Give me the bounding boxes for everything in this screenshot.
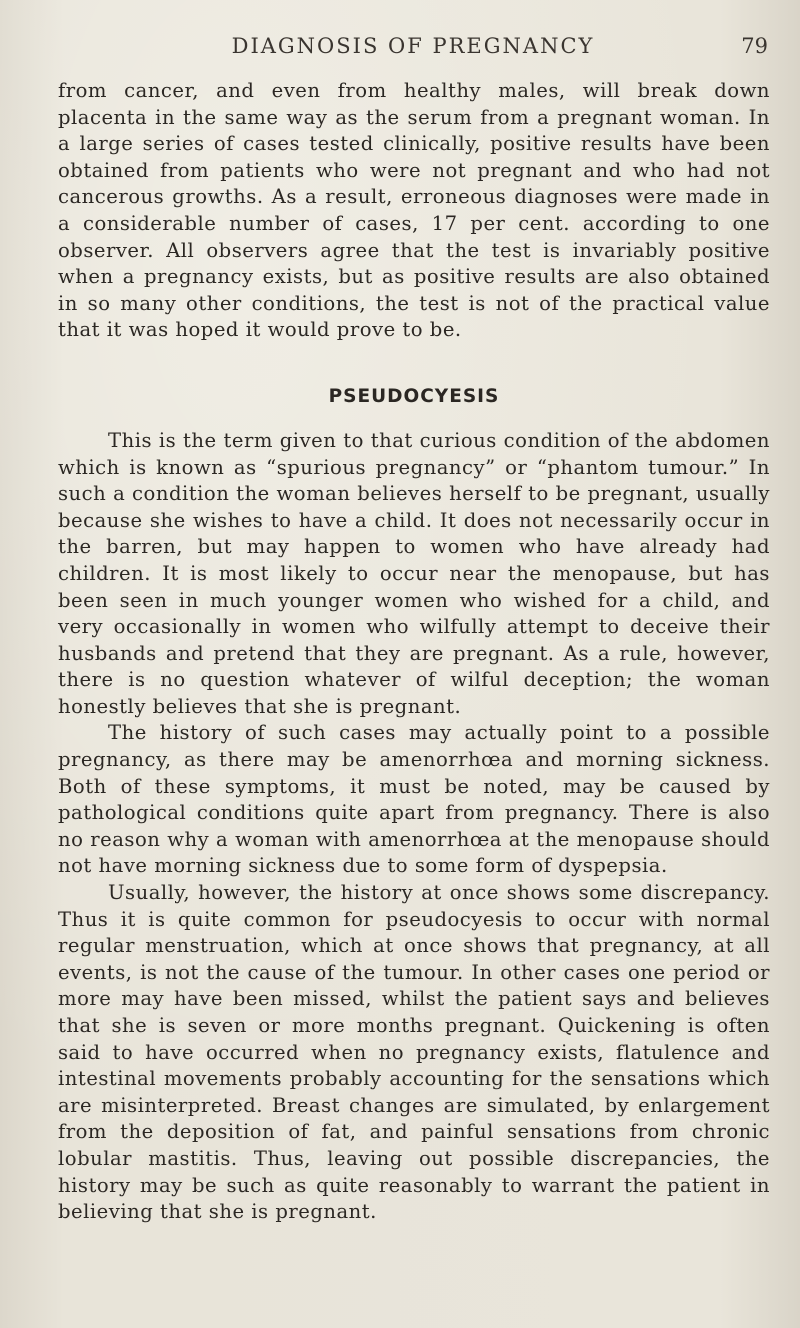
running-title: DIAGNOSIS OF PREGNANCY bbox=[231, 34, 595, 58]
running-head bbox=[58, 30, 768, 62]
paragraph: This is the term given to that curious condition of the abdomen which is known as “spurious pregnancy” or “phantom tumour.” In such a condition the woman believes herself to be pregnant, usually because she wishes to have a child. It does not necessarily occur in the barren, but may happen to women who have already had children. It is most likely to occur near the menopause, but has been seen in much younger women who wished for a child, and very occasionally in women who wilfully attempt to deceive their husbands and pretend that they are pregnant. As a rule, however, there is no question whatever of wilful deception; the woman honestly believes that she is pregnant. bbox=[58, 428, 770, 718]
page-number: 79 bbox=[741, 34, 768, 58]
paragraph: The history of such cases may actually point to a possible pregnancy, as there may be amenorrhœa and morning sickness. Both of these symptoms, it must be noted, may be caused by pathological conditions quite apart from pregnancy. There is also no reason why a woman with amenorrhœa at the menopause should not have morning sickness due to some form of dyspepsia. bbox=[58, 721, 770, 878]
body-text bbox=[58, 78, 770, 1226]
opening-paragraph: from cancer, and even from healthy males, will break down placenta in the same way as the serum from a pregnant woman. In a large series of cases tested clinically, positive results have been obtained from patients who were not pregnant and who had not cancerous growths. As a result, erroneous diagnoses were made in a considerable number of cases, 17 per cent. according to one observer. All observers agree that the test is invariably positive when a pregnancy exists, but as positive results are also obtained in so many other conditions, the test is not of the practical value that it was hoped it would prove to be. bbox=[58, 79, 770, 342]
section-heading: PSEUDOCYESIS bbox=[328, 385, 500, 407]
paragraph: Usually, however, the history at once shows some discrepancy. Thus it is quite common for pseudocyesis to occur with normal regular menstruation, which at once shows that pregnancy, at all events, is not the cause of the tumour. In other cases one period or more may have been missed, whilst the patient says and believes that she is seven or more months pregnant. Quickening is often said to have occurred when no pregnancy exists, flatulence and intestinal movements probably accounting for the sensations which are misinterpreted. Breast changes are simulated, by enlargement from the deposition of fat, and painful sensations from chronic lobular mastitis. Thus, leaving out possible discrepancies, the history may be such as quite reasonably to warrant the patient in believing that she is pregnant. bbox=[58, 881, 770, 1224]
